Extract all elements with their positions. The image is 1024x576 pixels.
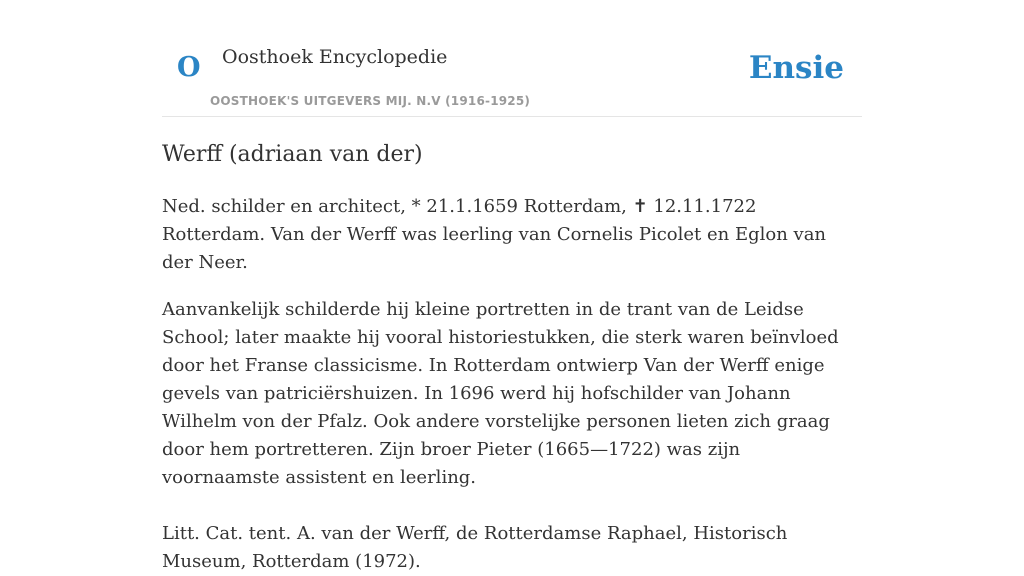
brand-logo[interactable]: Ensie — [748, 50, 844, 86]
page-header — [162, 0, 862, 117]
entry-paragraph: Aanvankelijk schilderde hij kleine portretten in de trant van de Leidse School; later maakte hij vooral historiestukken, die sterk waren beïnvloed door het Franse classicisme. In Rotterdam ontwierp Van der Werff enige gevels van patriciërshuizen. In 1696 werd hij hofschilder van Johann Wilhelm von der Pfalz. Ook andere vorstelijke personen lieten zich graag door hem portretteren. Zijn broer Pieter (1665—1722) was zijn voornaamste assistent en leerling. — [162, 299, 839, 488]
source-subtitle: OOSTHOEK'S UITGEVERS MIJ. N.V (1916-1925) — [210, 94, 531, 108]
source-title[interactable]: Oosthoek Encyclopedie — [222, 46, 448, 68]
entry-literature: Litt. Cat. tent. A. van der Werff, de Rotterdamse Raphael, Historisch Museum, Rotterdam (1972). — [162, 523, 788, 572]
entry-title: Werff (adriaan van der) — [162, 142, 423, 167]
entry-paragraph: Ned. schilder en architect, * 21.1.1659 Rotterdam, ✝ 12.11.1722 Rotterdam. Van der Werff was leerling van Cornelis Picolet en Eglon van der Neer. — [162, 196, 827, 273]
source-logo-icon[interactable]: O — [177, 52, 201, 83]
entry-content — [162, 140, 862, 576]
